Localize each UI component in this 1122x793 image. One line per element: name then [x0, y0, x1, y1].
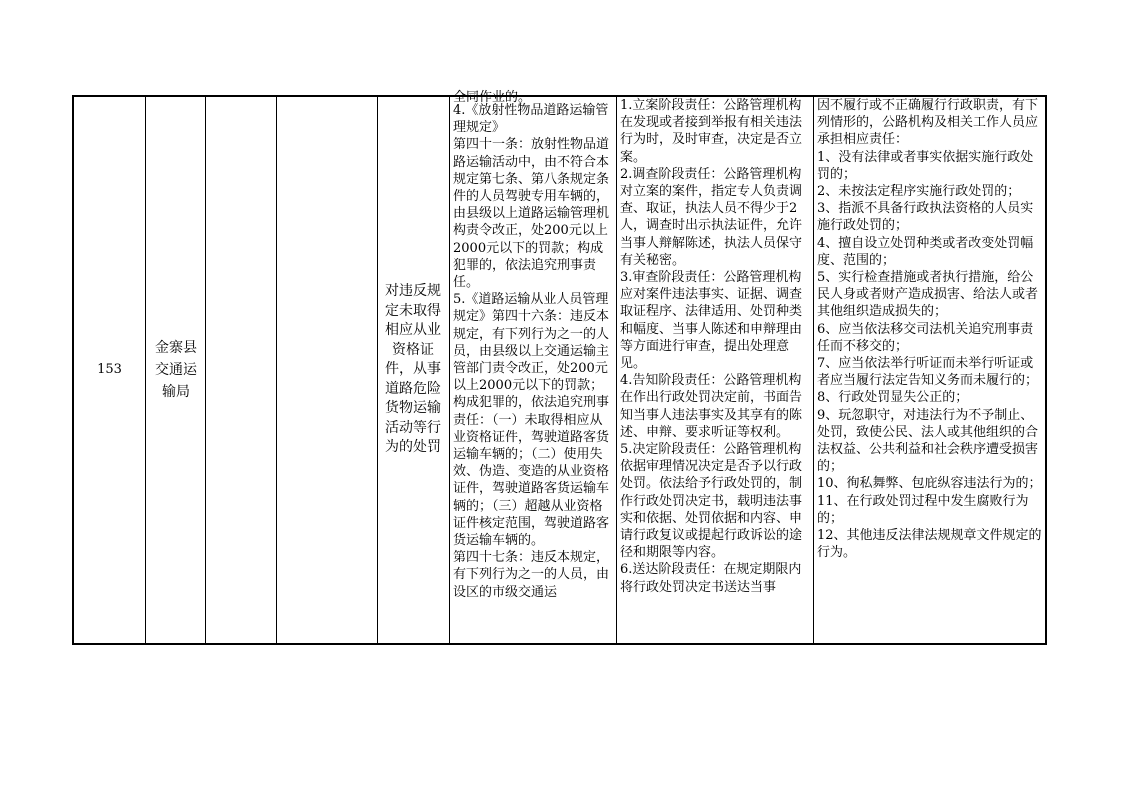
item-name: 对违反规定未取得相应从业资格证件，从事道路危险货物运输活动等行为的处罚: [385, 283, 441, 456]
accountability-item: 1、没有法律或者事实依据实施行政处罚的；: [817, 149, 1034, 182]
column-divider-4: [377, 95, 378, 645]
column-divider-2: [205, 95, 206, 645]
row-number: 153: [97, 362, 122, 378]
table-bottom-border: [72, 643, 1047, 645]
accountability-item: 5、实行检查措施或者执行措施，给公民人身或者财产造成损害、给法人或者其他组织造成损失的；: [817, 270, 1039, 320]
responsibility-item: 5.决定阶段责任：公路管理机构依据审理情况决定是否予以行政处罚。依法给予行政处罚的，制作行政处罚决定书，载明违法事实和依据、处罚依据和内容、申请行政复议或提起行政诉讼的途径和期限等内容。: [620, 442, 803, 561]
accountability-item: 9、玩忽职守，对违法行为不予制止、处罚，致使公民、法人或其他组织的合法权益、公共利益和社会秩序遭受损害的；: [817, 407, 1039, 475]
row-number-cell: [74, 97, 145, 643]
column-divider-7: [813, 95, 814, 645]
department-cell: [150, 97, 202, 643]
table-right-border: [1045, 95, 1047, 645]
column-divider-5: [449, 95, 450, 645]
responsibility-item: 4.告知阶段责任：公路管理机构在作出行政处罚决定前，书面告知当事人违法事实及其享有的陈述、申辩、要求听证等权利。: [620, 373, 803, 440]
accountability-cell: [817, 97, 1043, 643]
clipped-text: 全同作业的。: [453, 90, 532, 105]
responsibility-item: 2.调查阶段责任：公路管理机构对立案的案件，指定专人负责调查、取证，执法人员不得少于2人，调查时出示执法证件，允许当事人辩解陈述，执法人员保守有关秘密。: [620, 166, 803, 268]
accountability-item: 10、徇私舞弊、包庇纵容违法行为的；: [817, 476, 1042, 492]
column-divider-1: [145, 95, 146, 645]
accountability-item: 4、擅自设立处罚种类或者改变处罚幅度、范围的；: [817, 235, 1034, 268]
column-divider-3: [276, 95, 277, 645]
responsibility-cell: [620, 97, 812, 643]
department-name: 金寨县交通运输局: [155, 340, 197, 400]
legal-basis-cell: [453, 102, 615, 643]
basis-paragraph: 5.《道路运输从业人员管理规定》第四十六条：违反本规定，有下列行为之一的人员，由县级以上交通运输主管部门责令改正，处200元以上2000元以下的罚款；构成犯罪的，依法追究刑事责任：（一）未取得相应从业资格证件，驾驶道路客货运输车辆的；（二）使用失效、伪造、变造的从业资格证件，驾驶道路客货运输车辆的；（三）超越从业资格证件核定范围，驾驶道路客货运输车辆的。: [453, 292, 610, 549]
accountability-item: 2、未按法定程序实施行政处罚的；: [817, 184, 1021, 200]
basis-paragraph: 第四十一条：放射性物品道路运输活动中，由不符合本规定第七条、第八条规定条件的人员驾驶专用车辆的，由县级以上道路运输管理机构责令改正，处200元以上2000元以下的罚款；构成犯罪的，依法追究刑事责任。: [453, 137, 610, 291]
item-name-cell: [381, 97, 445, 643]
responsibility-item: 1.立案阶段责任：公路管理机构在发现或者接到举报有相关违法行为时，及时审查，决定是否立案。: [620, 98, 803, 165]
accountability-item: 8、行政处罚显失公正的；: [817, 390, 969, 406]
accountability-item: 7、应当依法举行听证而未举行听证或者应当履行法定告知义务而未履行的；: [817, 356, 1039, 389]
accountability-item: 因不履行或不正确履行行政职责，有下列情形的，公路机构及相关工作人员应承担相应责任：: [817, 98, 1039, 148]
accountability-item: 12、其他违反法律法规规章文件规定的行为。: [817, 528, 1042, 561]
basis-paragraph: 第四十七条：违反本规定，有下列行为之一的人员，由设区的市级交通运: [453, 550, 610, 600]
accountability-item: 6、应当依法移交司法机关追究刑事责任而不移交的；: [817, 321, 1034, 354]
accountability-item: 11、在行政处罚过程中发生腐败行为的；: [817, 493, 1029, 526]
responsibility-item: 6.送达阶段责任：在规定期限内将行政处罚决定书送达当事: [620, 562, 802, 595]
column-divider-6: [616, 95, 617, 645]
responsibility-item: 3.审查阶段责任：公路管理机构应对案件违法事实、证据、调查取证程序、法律适用、处罚种类和幅度、当事人陈述和申辩理由等方面进行审查，提出处理意见。: [620, 270, 803, 372]
basis-paragraph: 4.《放射性物品道路运输管理规定》: [453, 103, 609, 136]
accountability-item: 3、指派不具备行政执法资格的人员实施行政处罚的；: [817, 201, 1034, 234]
clipped-previous-row-text: [453, 89, 613, 105]
